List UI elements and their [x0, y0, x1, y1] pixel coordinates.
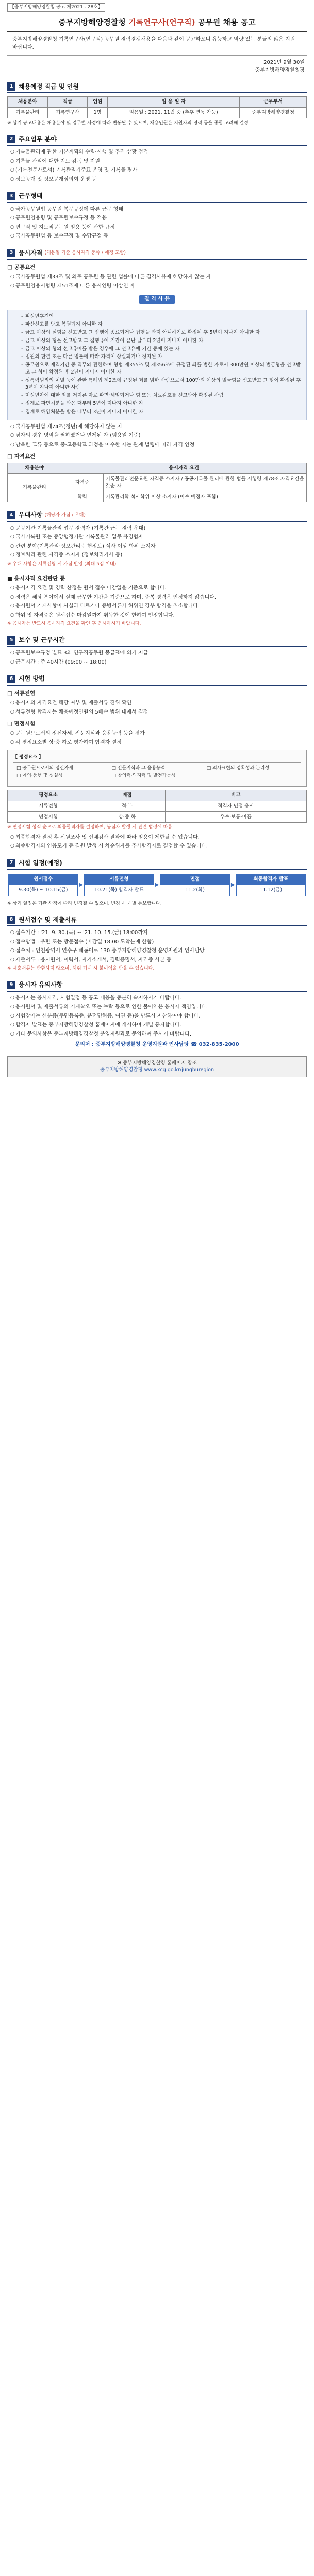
footer-box [7, 1056, 307, 1078]
list-item: ○ 기록물관리에 관한 기본계획의 수립·시행 및 추진 상황 점검 [10, 149, 307, 157]
section-header-eligibility [7, 249, 307, 260]
list-item: ○ 국가공무원법 공무원 복무규정에 따른 근무 형태 [10, 206, 307, 214]
extra-requirements-list [7, 423, 307, 449]
table-header: 채용분야 [8, 463, 61, 474]
document-screening-list [7, 700, 307, 716]
section-number: 4 [7, 511, 15, 519]
table-cell: 면접시험 [8, 811, 89, 822]
list-item: ○ 정보공개 및 정보공개심의회 운영 등 [10, 176, 307, 184]
list-item: ○ 공무원임용령 및 공무원보수규정 등 적용 [10, 215, 307, 223]
subheading-qualifications: □ 자격요건 [7, 453, 36, 460]
intro-text: 중부지방해양경찰청 기록연구사(연구직) 공무원 경력경쟁채용을 다음과 같이 공고하오니 유능하고 역량 있는 분들의 많은 지원 바랍니다. [7, 31, 307, 56]
schedule-step-date: 9.30(목) ~ 10.15(금) [18, 887, 68, 893]
footer-label: ※ 중부지방해양경찰청 홈페이지 참조 [117, 1060, 197, 1066]
section-number: 9 [7, 981, 15, 989]
evaluation-factor: □ 예의·품행 및 성실성 [16, 773, 107, 779]
schedule-step-date: 11.12(금) [259, 887, 283, 893]
list-item: ○ 응시자격 요건 및 경력 산정은 원서 접수 마감일을 기준으로 합니다. [10, 585, 307, 592]
section-number: 2 [7, 135, 15, 143]
table-cell: 기록물관리 [8, 107, 48, 118]
notice-page [0, 0, 314, 1098]
section-title: 주요업무 분야 [19, 135, 57, 143]
list-item: ○ 응시원서 기재사항이 사실과 다르거나 증빙서류가 허위인 경우 합격을 취소합니다. [10, 603, 307, 611]
evaluation-factor: □ 공무원으로서의 정신자세 [16, 765, 107, 772]
schedule-step-date: 10.21(목) 합격자 발표 [94, 887, 144, 893]
table-cell: 기록관리학 석사학위 이상 소지자 (이수 예정자 포함) [103, 492, 306, 502]
table-cell: 적·부 [89, 801, 165, 812]
list-item: ○ 제출서류 : 응시원서, 이력서, 자기소개서, 경력증명서, 자격증 사본 등 [10, 957, 307, 964]
list-item: ○ 남자의 경우 병역을 필하였거나 면제된 자 (임용일 기준) [10, 432, 307, 440]
list-item: ○ 연구직 및 지도직공무원 임용 등에 관한 규정 [10, 224, 307, 232]
list-item: ○ 기록물 관리에 대한 지도·감독 및 지원 [10, 158, 307, 166]
schedule-step [160, 874, 229, 896]
list-item: ○ 정보처리 관련 자격증 소지자 (정보처리기사 등) [10, 552, 307, 560]
table-cell: 중부지방해양경찰청 [240, 107, 307, 118]
list-item: - 금고 이상의 형을 선고받고 그 집행유예 기간이 끝난 날부터 2년이 지나지 아니한 자 [21, 337, 302, 345]
list-item: ○ 공무원보수규정 별표 3의 연구직공무원 봉급표에 의거 지급 [10, 650, 307, 657]
table-header: 근무부서 [240, 97, 307, 108]
list-item: ○ 최종합격자의 임용포기 등 결원 발생 시 차순위자를 추가합격자로 결정할 수 있습니다. [10, 843, 307, 851]
issue-date: 2021년 9월 30일 [263, 59, 305, 65]
section-header-schedule [7, 859, 307, 870]
notice-number: 【중부지방해양경찰청 공고 제2021 - 28호】 [7, 3, 105, 12]
preference-note: ※ 우대 사항은 서류전형 시 가점 반영 (최대 5점 이내) [7, 561, 117, 567]
judgment-warning: ※ 응시자는 반드시 응시자격 요건을 확인 후 응시하시기 바랍니다. [7, 621, 141, 627]
section-title: 시험 일정(예정) [19, 859, 62, 867]
list-item: ○ 학위 및 자격증은 원서접수 마감일까지 취득한 것에 한하여 인정합니다. [10, 612, 307, 620]
list-item: - 금고 이상의 형의 선고유예를 받은 경우에 그 선고유예 기간 중에 있는 자 [21, 346, 302, 353]
duties-list [7, 149, 307, 183]
section-header-duties [7, 135, 307, 146]
table-header: 비고 [165, 790, 306, 801]
footer-link[interactable]: 중부지방해양경찰청 www.kcg.go.kr/jungburegion [100, 1067, 214, 1073]
section-number: 3 [7, 192, 15, 200]
list-item: - 성폭력범죄의 처벌 등에 관한 특례법 제2조에 규정된 죄를 범한 사람으로서 100만원 이상의 벌금형을 선고받고 그 형이 확정된 후 3년이 지나지 아니한 사람 [21, 377, 302, 392]
list-item: ○ 남북한 교류 등으로 중·고등학교 과정을 이수한 자는 관계 법령에 따라 자격 인정 [10, 442, 307, 449]
table-header: 채용분야 [8, 97, 48, 108]
list-item: ○ 최종합격자 결정 후 신원조사 및 신체검사 결과에 따라 임용이 제한될 수 있습니다. [10, 834, 307, 842]
evaluation-factor: □ 창의력·의지력 및 발전가능성 [111, 773, 202, 779]
section-header-preference [7, 511, 307, 521]
positions-table [7, 96, 307, 118]
section-note: (해당자 가점 / 우대) [44, 512, 86, 518]
table-cell: 상·중·하 [89, 811, 165, 822]
list-item: - 징계로 파면처분을 받은 때부터 5년이 지나지 아니한 자 [21, 400, 302, 408]
section-number: 3 [7, 249, 15, 257]
section-number: 1 [7, 82, 15, 91]
section-number: 6 [7, 675, 15, 683]
table-cell: 적격자 면접 응시 [165, 801, 306, 812]
list-item: ○ 국가기록원 또는 중앙행정기관 기록물관리 업무 유경험자 [10, 534, 307, 541]
table-cell: 기록물관리전문요원 자격증 소지자 / 공공기록물 관리에 관한 법률 시행령 제78조 자격요건을 갖춘 자 [103, 474, 306, 492]
schedule-step-date: 11.2(화) [185, 887, 205, 893]
table-cell: 학력 [61, 492, 103, 502]
section-title: 응시자 유의사항 [19, 981, 63, 989]
salary-list [7, 650, 307, 666]
list-item: ○ 서류전형 합격자는 채용예정인원의 5배수 범위 내에서 결정 [10, 709, 307, 717]
section-title: 응시자격 [19, 249, 43, 257]
list-item: ○ 국가공무원법 제74조(정년)에 해당하지 않는 자 [10, 423, 307, 431]
issue-date-block [9, 59, 305, 74]
interview-list [7, 730, 307, 747]
section-number: 7 [7, 859, 15, 867]
list-item: ○ 공무원으로서의 정신자세, 전문지식과 응용능력 등을 평가 [10, 730, 307, 738]
application-list [7, 929, 307, 964]
section-header-positions [7, 82, 307, 93]
schedule-step-title: 최종합격자 발표 [237, 874, 305, 885]
list-item: - 미성년자에 대한 죄를 저지른 자로 파면·해임되거나 형 또는 치료감호를 선고받아 확정된 사람 [21, 392, 302, 399]
list-item: ○ 국가공무원법 등 보수규정 및 수당규정 등 [10, 233, 307, 241]
evaluation-factors-title: 【 평정요소 】 [13, 755, 44, 760]
table-header: 직급 [47, 97, 88, 108]
schedule-step-title: 원서접수 [9, 874, 77, 885]
list-item: ○ 국가공무원법 제33조 및 외무 공무원 등 관련 법률에 따른 결격사유에 해당하지 않는 자 [10, 274, 307, 281]
list-item: ○ 관련 분야(기록관리·정보관리·문헌정보) 석사 이상 학위 소지자 [10, 543, 307, 551]
table-cell: 서류전형 [8, 801, 89, 812]
scoring-table [7, 790, 307, 822]
disqualification-heading: 결 격 사 유 [139, 295, 175, 304]
subheading-eligibility-judgment: ■ 응시자격 요건판단 등 [7, 575, 65, 582]
section-header-salary [7, 636, 307, 647]
list-item: ○ 접수방법 : 우편 또는 방문접수 (마감일 18:00 도착분에 한함) [10, 939, 307, 946]
list-item: - 피성년후견인 [21, 313, 302, 320]
section-header-exam-method [7, 674, 307, 685]
evaluation-factors-box [7, 750, 307, 787]
table-cell: 1명 [88, 107, 108, 118]
list-item: ○ 접수기간 : '21. 9. 30.(목) ~ '21. 10. 15.(금) 18:00까지 [10, 929, 307, 937]
list-item: - 파산선고를 받고 복권되지 아니한 자 [21, 321, 302, 328]
section-title: 우대사항 [19, 511, 43, 519]
disqualification-list [12, 313, 302, 416]
section-title: 채용예정 직급 및 인원 [19, 82, 79, 90]
table-cell: 기록연구사 [47, 107, 88, 118]
list-item: ○ 기타 문의사항은 중부지방해양경찰청 운영지원과로 문의하여 주시기 바랍니다. [10, 1031, 307, 1039]
judgment-list [7, 585, 307, 619]
schedule-step [84, 874, 154, 896]
list-item: ○ 근무시간 : 주 40시간 (09:00 ~ 18:00) [10, 659, 307, 667]
exam-outro-list [7, 834, 307, 851]
section-header-application [7, 916, 307, 926]
list-item: - 법원의 판결 또는 다른 법률에 따라 자격이 상실되거나 정지된 자 [21, 353, 302, 361]
list-item: ○ 공무원임용시험령 제51조에 따른 응시연령 이상인 자 [10, 283, 307, 291]
section-header-work-type [7, 192, 307, 202]
table-header: 인원 [88, 97, 108, 108]
section-title: 근무형태 [19, 192, 43, 200]
notes-list [7, 995, 307, 1039]
subheading-document-screening: □ 서류전형 [7, 690, 36, 697]
qualifications-table [7, 463, 307, 502]
list-item: ○ 시험장에는 신분증(주민등록증, 운전면허증, 여권 등)을 반드시 지참하여야 합니다. [10, 1013, 307, 1021]
arrow-right-icon: ▶ [230, 882, 235, 888]
issuing-agency: 중부지방해양경찰청장 [255, 67, 305, 73]
section-number: 8 [7, 916, 15, 924]
list-item: ○ 응시자의 자격요건 해당 여부 및 제출서류 진위 확인 [10, 700, 307, 707]
list-item: ○ 응시자는 응시자격, 시험일정 등 공고 내용을 충분히 숙지하시기 바랍니다. [10, 995, 307, 1003]
table-header: 평정요소 [8, 790, 89, 801]
list-item: ○ (기록전문가로서) 기록관리기준표 운영 및 기록물 평가 [10, 167, 307, 175]
section-note: (채용일 기준 응시자격 충족 / 예정 포함) [44, 250, 126, 256]
table-cell: 기록물관리 [8, 474, 61, 502]
list-item: ○ 각 평정요소별 상·중·하로 평가하여 합격자 결정 [10, 739, 307, 747]
list-item: ○ 공공기관 기록물관리 업무 경력자 (기록관 근무 경력 우대) [10, 525, 307, 533]
table-header: 배점 [89, 790, 165, 801]
arrow-right-icon: ▶ [155, 882, 159, 888]
list-item: ○ 응시원서 및 제출서류의 기재착오 또는 누락 등으로 인한 불이익은 응시자 책임입니다. [10, 1004, 307, 1011]
section-title: 시험 방법 [19, 675, 45, 683]
list-item: ○ 접수처 : 인천광역시 연수구 해돋이로 130 중부지방해양경찰청 운영지원과 인사담당 [10, 947, 307, 955]
list-item: - 공무원으로 재직기간 중 직무와 관련하여 형법 제355조 및 제356조에 규정된 죄를 범한 자로서 300만원 이상의 벌금형을 선고받고 그 형이 확정된 후 2년이 지나지 아니한 자 [21, 362, 302, 376]
schedule-note: ※ 상기 일정은 기관 사정에 따라 변경될 수 있으며, 변경 시 개별 통보합니다. [7, 901, 162, 906]
positions-note: ※ 상기 공고내용은 채용분야 및 업무별 사정에 따라 변동될 수 있으며, 채용인원은 지원자의 경력 등을 종합 고려해 결정 [7, 120, 249, 126]
list-item: ○ 합격자 발표는 중부지방해양경찰청 홈페이지에 게시하며 개별 통지합니다. [10, 1022, 307, 1029]
table-header: 임 용 일 자 [108, 97, 240, 108]
arrow-right-icon: ▶ [79, 882, 84, 888]
table-cell: 자격증 [61, 474, 103, 492]
evaluation-factor: □ 의사표현의 정확성과 논리성 [207, 765, 298, 772]
section-header-notes [7, 980, 307, 991]
schedule-step-title: 서류전형 [85, 874, 153, 885]
schedule-step [8, 874, 78, 896]
table-cell: 임용일 : 2021. 11월 중 (추후 변동 가능) [108, 107, 240, 118]
table-header: 응시자격 요건 [61, 463, 307, 474]
disqualification-box [7, 310, 307, 420]
evaluation-factor: □ 전문지식과 그 응용능력 [111, 765, 202, 772]
list-item: - 금고 이상의 실형을 선고받고 그 집행이 종료되거나 집행을 받지 아니하기로 확정된 후 5년이 지나지 아니한 자 [21, 329, 302, 336]
list-item: ○ 경력은 해당 분야에서 실제 근무한 기간을 기준으로 하며, 중복 경력은 인정하지 않습니다. [10, 594, 307, 602]
section-number: 5 [7, 636, 15, 645]
preference-list [7, 525, 307, 560]
table-cell: 우수·보통·미흡 [165, 811, 306, 822]
subheading-interview: □ 면접시험 [7, 721, 36, 727]
page-title: 중부지방해양경찰청 기록연구사(연구직) 공무원 채용 공고 [58, 18, 256, 27]
schedule-step-title: 면접 [160, 874, 229, 885]
pass-note: ※ 면접시험 성적 순으로 최종합격자를 결정하며, 동점자 발생 시 관련 법령에 따름 [7, 824, 173, 830]
common-requirements-list [7, 274, 307, 290]
evaluation-factors-grid [13, 762, 301, 782]
schedule-flow [7, 874, 307, 896]
section-title: 원서접수 및 제출서류 [19, 916, 77, 923]
list-item: - 징계로 해임처분을 받은 때부터 3년이 지나지 아니한 자 [21, 409, 302, 416]
schedule-step [236, 874, 306, 896]
subheading-common: □ 공통요건 [7, 264, 36, 270]
application-warning: ※ 제출서류는 반환하지 않으며, 허위 기재 시 불이익을 받을 수 있습니다. [7, 966, 155, 972]
work-type-list [7, 206, 307, 241]
contact-info: 문의처 : 중부지방해양경찰청 운영지원과 인사담당 ☎ 032-835-2000 [75, 1042, 239, 1048]
section-title: 보수 및 근무시간 [19, 636, 65, 644]
